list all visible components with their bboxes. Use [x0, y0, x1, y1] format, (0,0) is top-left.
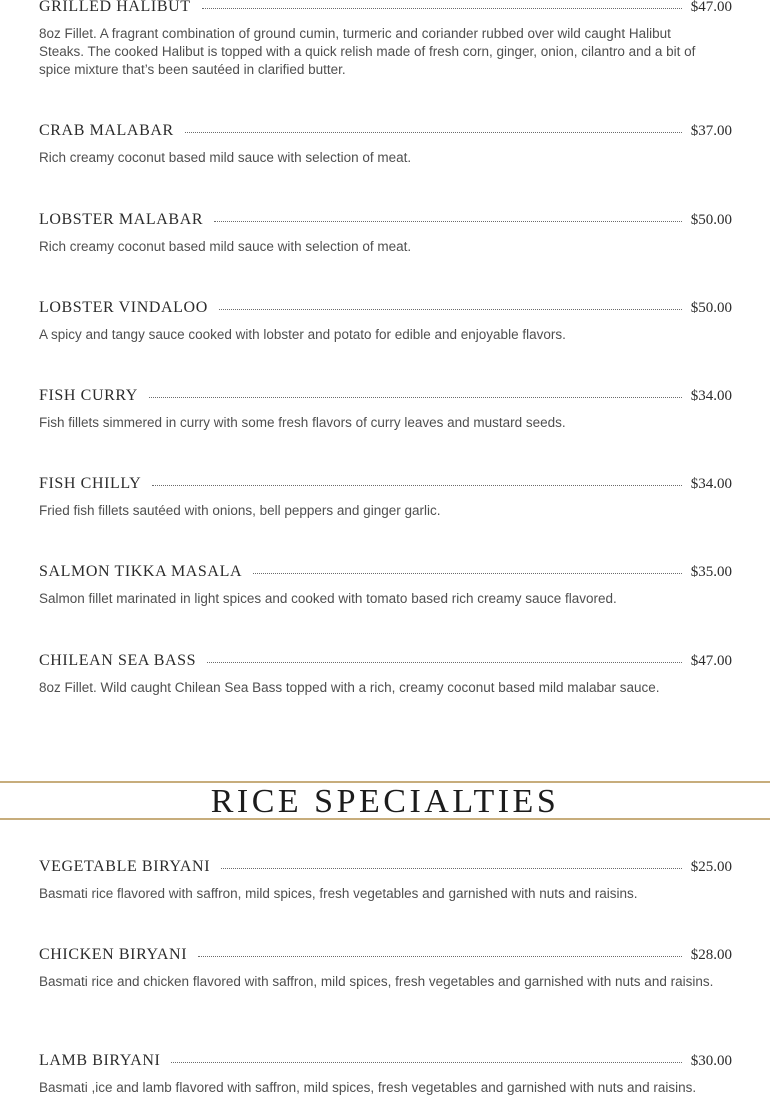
dotted-leader — [152, 485, 681, 486]
section-header-band — [0, 781, 770, 820]
dotted-leader — [207, 662, 682, 663]
menu-item-header — [39, 1051, 732, 1071]
menu-item-price: $47.00 — [690, 0, 732, 15]
dotted-leader — [198, 956, 682, 957]
menu-item-name: SALMON TIKKA MASALA — [39, 563, 243, 580]
menu-item-name: VEGETABLE BIRYANI — [39, 858, 211, 875]
menu-item-header — [39, 0, 732, 17]
menu-item-price: $37.00 — [690, 122, 732, 139]
menu-item-name: LAMB BIRYANI — [39, 1052, 161, 1069]
menu-item-price: $50.00 — [690, 211, 732, 228]
menu-item-price: $47.00 — [690, 652, 732, 669]
menu-item-name: CHILEAN SEA BASS — [39, 652, 197, 669]
menu-item-price: $35.00 — [690, 563, 732, 580]
menu-item-lobster-malabar — [39, 210, 732, 256]
dotted-leader — [253, 573, 682, 574]
menu-item-chilean-sea-bass — [39, 651, 732, 697]
menu-item-lamb-biryani — [39, 1051, 732, 1097]
menu-item-fish-chilly — [39, 474, 732, 520]
menu-item-chicken-biryani — [39, 945, 732, 991]
menu-item-crab-malabar — [39, 121, 732, 167]
menu-item-header — [39, 210, 732, 230]
menu-item-vegetable-biryani — [39, 857, 732, 903]
menu-item-description: A spicy and tangy sauce cooked with lobster and potato for edible and enjoyable flavors. — [39, 327, 566, 342]
menu-item-header — [39, 651, 732, 671]
menu-item-description: Fish fillets simmered in curry with some fresh flavors of curry leaves and mustard seeds. — [39, 415, 566, 430]
menu-item-name: FISH CURRY — [39, 387, 138, 404]
menu-item-description: Basmati rice flavored with saffron, mild spices, fresh vegetables and garnished with nuts and raisins. — [39, 886, 638, 901]
dotted-leader — [149, 397, 682, 398]
dotted-leader — [219, 309, 682, 310]
menu-item-header — [39, 857, 732, 877]
dotted-leader — [214, 221, 682, 222]
dotted-leader — [185, 132, 682, 133]
menu-item-name: LOBSTER MALABAR — [39, 211, 204, 228]
dotted-leader — [202, 8, 682, 9]
menu-item-header — [39, 474, 732, 494]
menu-item-name: CRAB MALABAR — [39, 122, 174, 139]
menu-item-header — [39, 945, 732, 965]
menu-item-description: Salmon fillet marinated in light spices and cooked with tomato based rich creamy sauce flavored. — [39, 591, 617, 606]
menu-item-price: $25.00 — [690, 858, 732, 875]
menu-item-fish-curry — [39, 386, 732, 432]
menu-item-price: $28.00 — [690, 946, 732, 963]
menu-item-header — [39, 121, 732, 141]
dotted-leader — [221, 868, 682, 869]
menu-item-price: $30.00 — [690, 1052, 732, 1069]
menu-item-description: Basmati rice and chicken flavored with saffron, mild spices, fresh vegetables and garnished with nuts and raisins. — [39, 974, 714, 989]
menu-item-name: FISH CHILLY — [39, 475, 142, 492]
menu-item-salmon-tikka-masala — [39, 562, 732, 608]
dotted-leader — [171, 1062, 681, 1063]
menu-item-name: LOBSTER VINDALOO — [39, 299, 208, 316]
menu-item-price: $34.00 — [690, 475, 732, 492]
menu-item-grilled-halibut — [39, 0, 732, 79]
menu-item-description: Rich creamy coconut based mild sauce with selection of meat. — [39, 150, 412, 165]
menu-item-price: $50.00 — [690, 299, 732, 316]
menu-item-description: 8oz Fillet. Wild caught Chilean Sea Bass topped with a rich, creamy coconut based mild malabar sauce. — [39, 680, 660, 695]
menu-item-name: CHICKEN BIRYANI — [39, 946, 188, 963]
menu-item-description: Fried fish fillets sautéed with onions, bell peppers and ginger garlic. — [39, 503, 441, 518]
menu-item-price: $34.00 — [690, 387, 732, 404]
menu-item-header — [39, 562, 732, 582]
menu-item-name: GRILLED HALIBUT — [39, 0, 191, 15]
menu-item-description: Rich creamy coconut based mild sauce with selection of meat. — [39, 239, 412, 254]
menu-item-lobster-vindaloo — [39, 298, 732, 344]
menu-item-header — [39, 386, 732, 406]
menu-item-description: 8oz Fillet. A fragrant combination of ground cumin, turmeric and coriander rubbed over wild caught Halibut Steaks. The cooked Halibut is topped with a quick relish made of fresh corn, ginger, onion, cilantro and a bit of spice mixture that’s been sautéed in clarified butter. — [39, 26, 696, 77]
section-title: RICE SPECIALTIES — [210, 783, 560, 820]
menu-item-header — [39, 298, 732, 318]
menu-item-description: Basmati ,ice and lamb flavored with saffron, mild spices, fresh vegetables and garnished with nuts and raisins. — [39, 1080, 697, 1095]
